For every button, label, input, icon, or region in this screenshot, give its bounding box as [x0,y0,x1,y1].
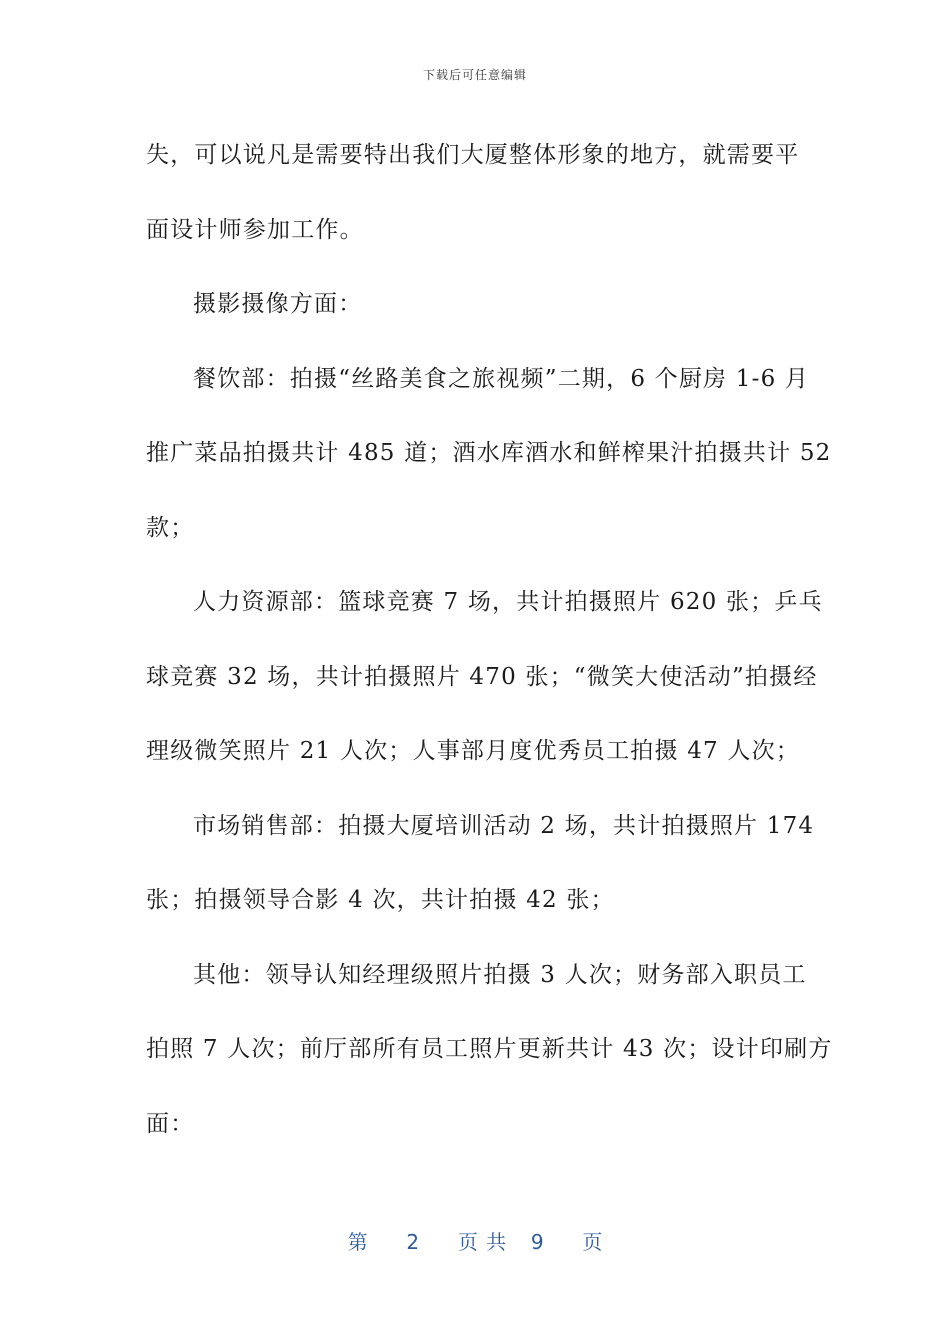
body-line: 市场销售部：拍摄大厦培训活动 2 场，共计拍摄照片 174 [193,812,815,839]
body-line: 面设计师参加工作。 [146,216,364,243]
footer-total-pages: 9 [530,1230,544,1254]
body-line: 款； [146,514,195,541]
footer-prefix: 第 [347,1230,368,1254]
body-line: 理级微笑照片 21 人次；人事部月度优秀员工拍摄 47 人次； [146,738,800,764]
page-footer [0,1226,950,1255]
body-line: 推广菜品拍摄共计 485 道；酒水库酒水和鲜榨果汁拍摄共计 52 [146,440,832,466]
body-line: 失，可以说凡是需要特出我们大厦整体形象的地方，就需要平 [146,142,800,168]
body-line: 球竞赛 32 场，共计拍摄照片 470 张；“微笑大使活动”拍摄经 [146,663,818,690]
body-line: 餐饮部：拍摄“丝路美食之旅视频”二期，6 个厨房 1-6 月 [193,365,810,392]
footer-suffix: 页 [582,1230,603,1254]
document-body [146,118,833,1161]
page-header-note: 下载后可任意编辑 [422,68,527,82]
footer-current-page: 2 [406,1230,420,1254]
body-line: 面： [146,1110,195,1137]
section-heading-photography: 摄影摄像方面： [193,291,363,317]
body-line: 张；拍摄领导合影 4 次，共计拍摄 42 张； [146,887,615,913]
footer-middle: 页 共 [457,1230,507,1254]
body-line: 其他：领导认知经理级照片拍摄 3 人次；财务部入职员工 [193,961,807,988]
body-line: 拍照 7 人次；前厅部所有员工照片更新共计 43 次；设计印刷方 [146,1036,833,1062]
body-line: 人力资源部：篮球竞赛 7 场，共计拍摄照片 620 张；乒乓 [193,589,823,615]
